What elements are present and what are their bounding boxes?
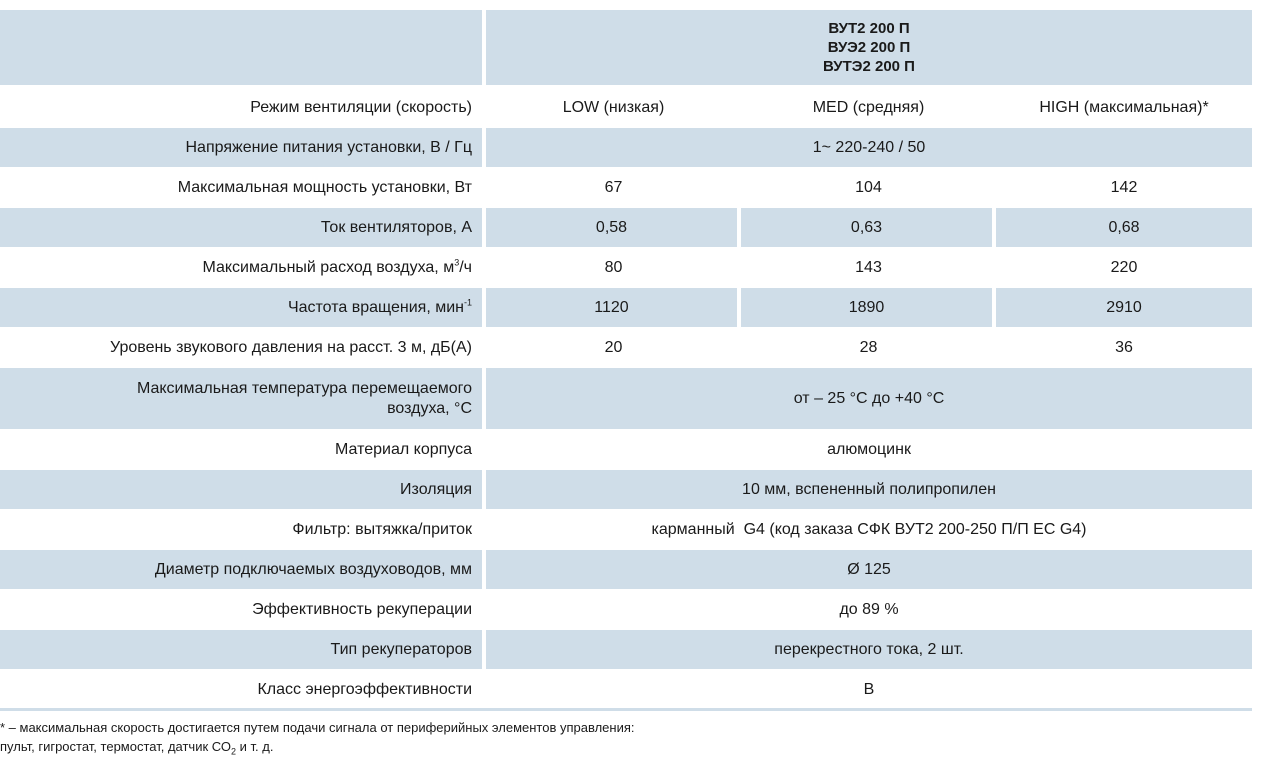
cell-value: алюмоцинк [486, 430, 1252, 470]
cell-value: B [486, 670, 1252, 710]
table-row-material [0, 430, 1252, 470]
table-row-mode [0, 88, 1252, 128]
cell-med: 28 [741, 328, 996, 368]
cell-high: HIGH (максимальная)* [996, 88, 1252, 128]
table-row-voltage [0, 128, 1252, 168]
cell-med: 1890 [741, 288, 996, 328]
cell-low: 67 [486, 168, 741, 208]
footnote-text: пульт, гигростат, термостат, датчик СО [0, 739, 231, 754]
table-row-noise [0, 328, 1252, 368]
row-label: Уровень звукового давления на расст. 3 м, дБ(А) [0, 328, 486, 368]
header-label-cell [0, 10, 486, 88]
label-superscript: 3 [454, 257, 460, 268]
row-label: Напряжение питания установки, В / Гц [0, 128, 486, 168]
header-models-cell [486, 10, 1252, 88]
label-text: Частота вращения, мин [287, 298, 464, 316]
table-row-current [0, 208, 1252, 248]
cell-med: MED (средняя) [741, 88, 996, 128]
cell-value: карманный G4 (код заказа СФК ВУТ2 200-250 П/П ЕС G4) [486, 510, 1252, 550]
table-row-recuperator [0, 630, 1252, 670]
cell-low: LOW (низкая) [486, 88, 741, 128]
table-row-power [0, 168, 1252, 208]
row-label: Режим вентиляции (скорость) [0, 88, 486, 128]
row-label: Материал корпуса [0, 430, 486, 470]
row-label: Максимальная мощность установки, Вт [0, 168, 486, 208]
cell-low: 20 [486, 328, 741, 368]
row-label: Изоляция [0, 470, 486, 510]
row-label: Эффективность рекуперации [0, 590, 486, 630]
row-label [0, 288, 486, 328]
table-header-row [0, 10, 1252, 88]
cell-value: 10 мм, вспененный полипропилен [486, 470, 1252, 510]
table-row-airflow [0, 248, 1252, 288]
cell-low: 1120 [486, 288, 741, 328]
row-label: Класс энергоэффективности [0, 670, 486, 710]
model-name: ВУТ2 200 П [828, 20, 910, 37]
table-row-filter [0, 510, 1252, 550]
row-label [0, 368, 486, 430]
footnote [0, 718, 635, 756]
specifications-table [0, 10, 1252, 710]
cell-value: Ø 125 [486, 550, 1252, 590]
cell-high: 2910 [996, 288, 1252, 328]
cell-med: 143 [741, 248, 996, 288]
label-tail: /ч [459, 258, 472, 276]
cell-value: перекрестного тока, 2 шт. [486, 630, 1252, 670]
footnote-subscript: 2 [231, 746, 237, 757]
model-name: ВУЭ2 200 П [827, 39, 911, 56]
cell-med: 104 [741, 168, 996, 208]
footnote-line: * – максимальная скорость достигается путем подачи сигнала от периферийных элементов управления: [0, 720, 635, 735]
cell-high: 142 [996, 168, 1252, 208]
label-line: Максимальная температура перемещаемого [136, 379, 472, 397]
cell-low: 0,58 [486, 208, 741, 248]
row-label: Ток вентиляторов, А [0, 208, 486, 248]
table-row-rpm [0, 288, 1252, 328]
table-row-diameter [0, 550, 1252, 590]
label-text: Максимальный расход воздуха, м [202, 258, 455, 276]
table-row-energy-class [0, 670, 1252, 710]
row-label [0, 248, 486, 288]
table-row-insulation [0, 470, 1252, 510]
cell-med: 0,63 [741, 208, 996, 248]
table-row-efficiency [0, 590, 1252, 630]
label-line: воздуха, °С [387, 399, 472, 417]
row-label: Тип рекуператоров [0, 630, 486, 670]
table-row-temperature [0, 368, 1252, 430]
cell-low: 80 [486, 248, 741, 288]
cell-high: 220 [996, 248, 1252, 288]
cell-value: до 89 % [486, 590, 1252, 630]
table-bottom-rule [0, 708, 1252, 711]
cell-high: 0,68 [996, 208, 1252, 248]
footnote-line [0, 737, 635, 756]
cell-high: 36 [996, 328, 1252, 368]
cell-value: от – 25 °С до +40 °С [486, 368, 1252, 430]
footnote-tail: и т. д. [236, 739, 274, 754]
row-label: Фильтр: вытяжка/приток [0, 510, 486, 550]
cell-value: 1~ 220-240 / 50 [486, 128, 1252, 168]
row-label: Диаметр подключаемых воздуховодов, мм [0, 550, 486, 590]
model-name: ВУТЭ2 200 П [823, 58, 915, 75]
label-superscript: -1 [463, 297, 472, 308]
